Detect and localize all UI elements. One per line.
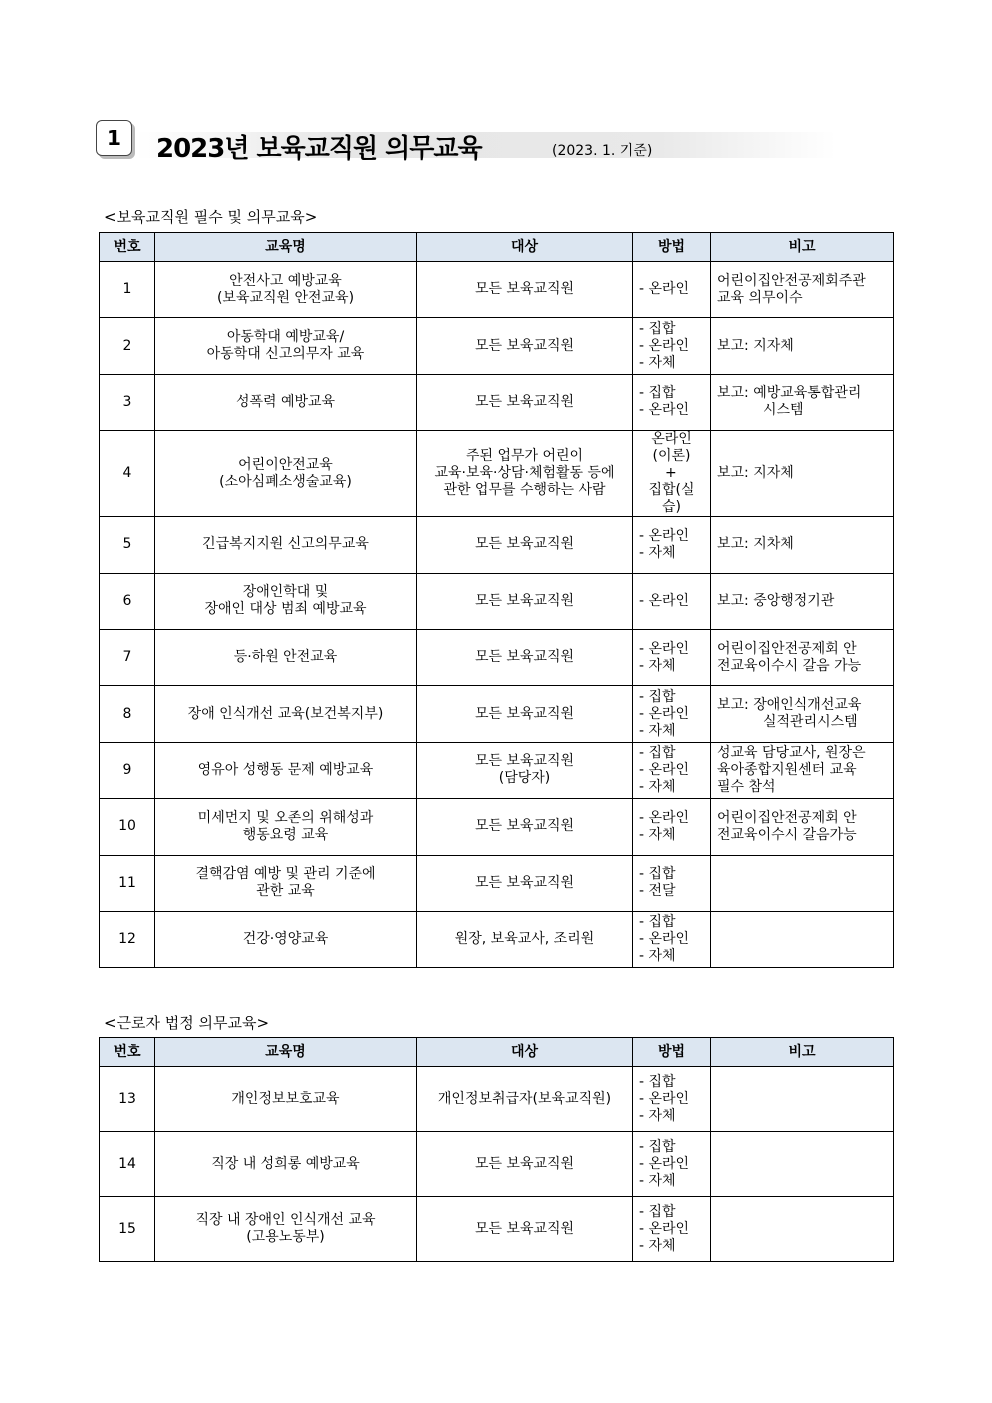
education-method-line: - 자체 [639, 1237, 676, 1254]
target-audience-line: 개인정보취급자(보육교직원) [437, 1090, 612, 1107]
remarks [711, 318, 894, 374]
remarks [711, 799, 894, 855]
row-number: 12 [100, 911, 155, 967]
col-header-target: 대상 [417, 233, 633, 262]
education-method-line: - 자체 [639, 722, 676, 739]
education-method [633, 855, 711, 911]
education-method-line: - 온라인 [639, 592, 690, 609]
target-audience [417, 799, 633, 855]
target-audience-line: 모든 보육교직원 [474, 818, 575, 835]
row-number: 11 [100, 855, 155, 911]
education-method-line: - 자체 [639, 354, 676, 371]
education-method-line: - 자체 [639, 1107, 676, 1124]
education-method-line: 집합(실습) [648, 482, 695, 516]
document-title: 2023년 보육교직원 의무교육 [156, 134, 482, 164]
row-number: 8 [100, 686, 155, 742]
education-method-line: + [665, 465, 677, 482]
row-number: 4 [100, 431, 155, 517]
course-name-line: 성폭력 예방교육 [235, 393, 336, 410]
target-audience [417, 686, 633, 742]
remarks-line: 보고: 예방교육통합관리 [717, 385, 862, 402]
target-audience-line: 모든 보육교직원 [474, 536, 575, 553]
col-header-target: 대상 [417, 1038, 633, 1067]
remarks-line: 보고: 지차체 [717, 536, 794, 553]
remarks-line: 육아종합지원센터 교육 [717, 761, 857, 778]
table-row [100, 573, 894, 629]
remarks-line: 교육 의무이수 [717, 289, 803, 306]
course-name-line: 건강·영양교육 [242, 931, 329, 948]
remarks [711, 742, 894, 798]
course-name-line: 등·하원 안전교육 [233, 649, 338, 666]
course-name [155, 262, 417, 318]
education-method-line: - 집합 [639, 914, 676, 931]
education-method-line: - 온라인 [639, 1155, 690, 1172]
education-method-line: - 집합 [639, 744, 676, 761]
course-name-line: 아동학대 예방교육/ [226, 329, 345, 346]
course-name-line: 관한 교육 [256, 883, 315, 900]
education-method-line: - 자체 [639, 1172, 676, 1189]
education-method [633, 517, 711, 573]
target-audience [417, 629, 633, 685]
education-method [633, 1197, 711, 1262]
remarks [711, 629, 894, 685]
section1-caption: <보육교직원 필수 및 의무교육> [104, 208, 318, 226]
course-name [155, 374, 417, 430]
target-audience-line: 모든 보육교직원 [474, 281, 575, 298]
education-method-line: - 집합 [639, 385, 676, 402]
education-method [633, 318, 711, 374]
education-method-line: - 집합 [639, 688, 676, 705]
target-audience-line: 원장, 보육교사, 조리원 [454, 931, 595, 948]
target-audience [417, 1067, 633, 1132]
table-row [100, 262, 894, 318]
remarks-line: 보고: 지자체 [717, 337, 794, 354]
section-number-badge: 1 [96, 120, 132, 156]
table-row [100, 629, 894, 685]
col-header-course: 교육명 [155, 233, 417, 262]
course-name-line: 미세먼지 및 오존의 위해성과 [197, 809, 374, 826]
education-method [633, 799, 711, 855]
col-header-course: 교육명 [155, 1038, 417, 1067]
target-audience [417, 742, 633, 798]
statutory-education-table [99, 1037, 894, 1262]
course-name [155, 517, 417, 573]
education-method [633, 262, 711, 318]
row-number: 13 [100, 1067, 155, 1132]
course-name [155, 855, 417, 911]
education-method [633, 1132, 711, 1197]
remarks [711, 1067, 894, 1132]
education-method-line: - 온라인 [639, 527, 690, 544]
education-method [633, 686, 711, 742]
education-method-line: - 집합 [639, 1138, 676, 1155]
remarks-line: 전교육이수시 갈음 가능 [717, 657, 862, 674]
education-method [633, 374, 711, 430]
table-row [100, 431, 894, 517]
education-method-line: - 집합 [639, 320, 676, 337]
table-row [100, 374, 894, 430]
course-name [155, 1197, 417, 1262]
target-audience-line: 모든 보육교직원 [474, 592, 575, 609]
row-number: 3 [100, 374, 155, 430]
course-name-line: 장애 인식개선 교육(보건복지부) [187, 705, 384, 722]
target-audience [417, 318, 633, 374]
course-name [155, 911, 417, 967]
document-header [96, 120, 841, 164]
education-method [633, 911, 711, 967]
education-method-line: - 온라인 [639, 337, 690, 354]
remarks [711, 855, 894, 911]
course-name-line: 긴급복지지원 신고의무교육 [202, 536, 369, 553]
education-method-line: 온라인 [651, 431, 692, 448]
remarks-line: 성교육 담당교사, 원장은 [717, 744, 866, 761]
col-header-method: 방법 [633, 233, 711, 262]
education-method-line: - 자체 [639, 778, 676, 795]
target-audience-line: 모든 보육교직원 [474, 649, 575, 666]
course-name [155, 799, 417, 855]
target-audience-line: 관한 업무를 수행하는 사람 [443, 482, 606, 499]
course-name-line: 장애인 대상 범죄 예방교육 [204, 601, 367, 618]
table-row [100, 855, 894, 911]
education-method-line: - 자체 [639, 948, 676, 965]
course-name [155, 573, 417, 629]
target-audience [417, 1132, 633, 1197]
education-method-line: - 자체 [639, 544, 676, 561]
remarks [711, 1132, 894, 1197]
remarks-line: 어린이집안전공제회 안 [717, 809, 857, 826]
col-header-number: 번호 [100, 1038, 155, 1067]
remarks [711, 517, 894, 573]
education-method [633, 431, 711, 517]
course-name-line: 안전사고 예방교육 [229, 272, 342, 289]
table-row [100, 1132, 894, 1197]
course-name [155, 742, 417, 798]
course-name [155, 431, 417, 517]
col-header-number: 번호 [100, 233, 155, 262]
reference-date: (2023. 1. 기준) [552, 143, 653, 159]
table-row [100, 799, 894, 855]
remarks-line: 전교육이수시 갈음가능 [717, 826, 857, 843]
education-method [633, 1067, 711, 1132]
course-name-line: 개인정보보호교육 [231, 1090, 340, 1107]
col-header-method: 방법 [633, 1038, 711, 1067]
remarks-line: 보고: 지자체 [717, 465, 794, 482]
education-method [633, 573, 711, 629]
target-audience-line: 모든 보육교직원 [474, 1155, 575, 1172]
course-name-line: 어린이안전교육 [238, 456, 333, 473]
remarks-line: 필수 참석 [717, 778, 776, 795]
target-audience [417, 855, 633, 911]
course-name [155, 686, 417, 742]
course-name-line: 영유아 성행동 문제 예방교육 [197, 761, 374, 778]
education-method-line: - 온라인 [639, 1220, 690, 1237]
table-row [100, 1067, 894, 1132]
remarks [711, 911, 894, 967]
remarks [711, 374, 894, 430]
course-name-line: (고용노동부) [246, 1229, 325, 1245]
education-method [633, 629, 711, 685]
education-method-line: - 집합 [639, 1203, 676, 1220]
table-row [100, 517, 894, 573]
education-method-line: - 온라인 [639, 281, 690, 298]
table-row [100, 686, 894, 742]
row-number: 7 [100, 629, 155, 685]
course-name-line: 직장 내 성희롱 예방교육 [211, 1155, 360, 1172]
remarks-line: 실적관리시스템 [763, 714, 858, 731]
education-method [633, 742, 711, 798]
target-audience [417, 1197, 633, 1262]
course-name [155, 1067, 417, 1132]
row-number: 6 [100, 573, 155, 629]
education-method-line: - 자체 [639, 826, 676, 843]
table-row [100, 318, 894, 374]
target-audience [417, 573, 633, 629]
course-name-line: 행동요령 교육 [242, 826, 329, 843]
education-method-line: - 집합 [639, 866, 676, 883]
mandatory-education-table [99, 232, 894, 968]
target-audience-line: 교육·보육·상담·체험활동 등에 [434, 465, 615, 482]
target-audience-line: 모든 보육교직원 [474, 1220, 575, 1237]
remarks [711, 573, 894, 629]
target-audience-line: 모든 보육교직원 [474, 874, 575, 891]
remarks [711, 686, 894, 742]
target-audience-line: 주된 업무가 어린이 [465, 448, 584, 465]
education-method-line: - 온라인 [639, 402, 690, 419]
course-name [155, 318, 417, 374]
table-row [100, 911, 894, 967]
row-number: 14 [100, 1132, 155, 1197]
remarks-line: 시스템 [763, 402, 804, 419]
education-method-line: - 온라인 [639, 1090, 690, 1107]
remarks [711, 431, 894, 517]
target-audience [417, 431, 633, 517]
education-method-line: - 온라인 [639, 640, 690, 657]
course-name-line: (소아심폐소생술교육) [219, 473, 352, 490]
row-number: 2 [100, 318, 155, 374]
education-method-line: - 온라인 [639, 761, 690, 778]
education-method-line: - 온라인 [639, 931, 690, 948]
course-name [155, 1132, 417, 1197]
target-audience-line: (담당자) [498, 770, 551, 787]
course-name-line: 결핵감염 예방 및 관리 기준에 [195, 866, 376, 883]
course-name-line: (보육교직원 안전교육) [216, 289, 355, 306]
education-method-line: - 온라인 [639, 809, 690, 826]
col-header-note: 비고 [711, 233, 894, 262]
education-method-line: - 집합 [639, 1073, 676, 1090]
table-row [100, 1197, 894, 1262]
row-number: 10 [100, 799, 155, 855]
target-audience-line: 모든 보육교직원 [474, 337, 575, 354]
remarks-line: 어린이집안전공제회주관 [717, 272, 866, 289]
education-method-line: - 온라인 [639, 705, 690, 722]
education-method-line: (이론) [652, 448, 691, 465]
education-method-line: - 전달 [639, 883, 676, 900]
course-name [155, 629, 417, 685]
target-audience-line: 모든 보육교직원 [474, 393, 575, 410]
row-number: 15 [100, 1197, 155, 1262]
remarks-line: 보고: 중앙행정기관 [717, 592, 835, 609]
target-audience [417, 262, 633, 318]
remarks-line: 어린이집안전공제회 안 [717, 640, 857, 657]
target-audience-line: 모든 보육교직원 [474, 753, 575, 770]
table-row [100, 742, 894, 798]
col-header-note: 비고 [711, 1038, 894, 1067]
education-method-line: - 자체 [639, 657, 676, 674]
row-number: 1 [100, 262, 155, 318]
course-name-line: 직장 내 장애인 인식개선 교육 [195, 1212, 376, 1228]
target-audience [417, 911, 633, 967]
target-audience [417, 517, 633, 573]
course-name-line: 아동학대 신고의무자 교육 [206, 346, 365, 363]
remarks [711, 1197, 894, 1262]
table-header-row [100, 1038, 894, 1067]
remarks-line: 보고: 장애인식개선교육 [717, 697, 862, 714]
course-name-line: 장애인학대 및 [242, 584, 329, 601]
section2-caption: <근로자 법정 의무교육> [104, 1014, 270, 1032]
remarks [711, 262, 894, 318]
row-number: 5 [100, 517, 155, 573]
table-header-row [100, 233, 894, 262]
target-audience [417, 374, 633, 430]
row-number: 9 [100, 742, 155, 798]
target-audience-line: 모든 보육교직원 [474, 705, 575, 722]
